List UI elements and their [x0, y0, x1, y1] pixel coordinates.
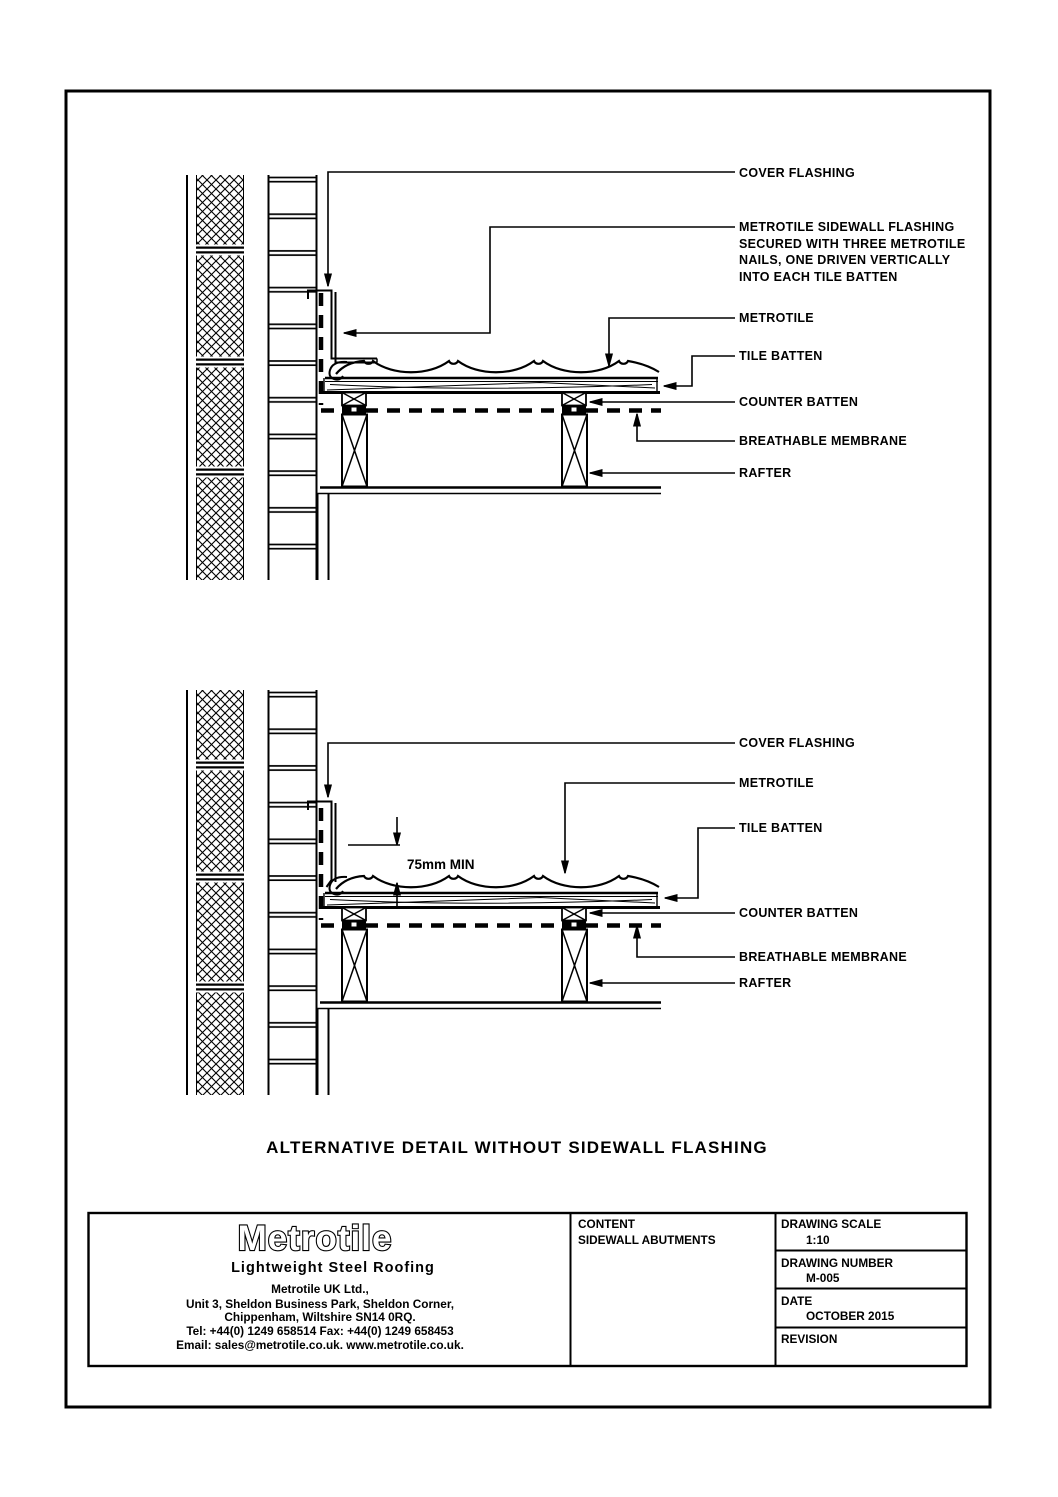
revision-label: REVISION: [781, 1332, 838, 1346]
scale-value: 1:10: [806, 1233, 830, 1247]
label-metrotile: METROTILE: [739, 311, 814, 325]
content-label: CONTENT: [578, 1217, 636, 1231]
phone-fax-line: Tel: +44(0) 1249 658514 Fax: +44(0) 1249 658453: [186, 1324, 454, 1338]
address-line: Metrotile UK Ltd.,: [271, 1282, 369, 1296]
label-breathable-membrane: BREATHABLE MEMBRANE: [739, 434, 907, 448]
leader-breathable-membrane: [637, 926, 735, 957]
detail-without-sidewall-flashing: [187, 690, 907, 1157]
company-tagline: Lightweight Steel Roofing: [231, 1260, 435, 1276]
number-cell: [781, 1256, 894, 1285]
drawing-number-label: DRAWING NUMBER: [781, 1256, 894, 1270]
date-cell: [781, 1294, 895, 1323]
address-line: Chippenham, Wiltshire SN14 0RQ.: [224, 1310, 416, 1324]
detail-with-sidewall-flashing: [187, 166, 965, 580]
metrotile-logo: Metrotile: [237, 1219, 393, 1258]
label-tile-batten: TILE BATTEN: [739, 821, 823, 835]
content-value: SIDEWALL ABUTMENTS: [578, 1233, 716, 1247]
date-value: OCTOBER 2015: [806, 1309, 895, 1323]
label-sidewall-flashing-4: INTO EACH TILE BATTEN: [739, 270, 898, 284]
leader-cover-flashing: [328, 743, 735, 797]
leader-lines-bottom: [328, 743, 735, 983]
company-panel: [176, 1219, 464, 1352]
leader-lines-top: [328, 172, 735, 473]
leader-cover-flashing: [328, 172, 735, 286]
label-metrotile: METROTILE: [739, 776, 814, 790]
label-sidewall-flashing-3: NAILS, ONE DRIVEN VERTICALLY: [739, 253, 951, 267]
label-sidewall-flashing-1: METROTILE SIDEWALL FLASHING: [739, 220, 955, 234]
scale-cell: [781, 1217, 881, 1247]
revision-cell: [781, 1332, 837, 1346]
label-cover-flashing: COVER FLASHING: [739, 736, 856, 750]
scale-label: DRAWING SCALE: [781, 1217, 882, 1231]
address-line: Unit 3, Sheldon Business Park, Sheldon Corner,: [185, 1297, 455, 1311]
label-breathable-membrane: BREATHABLE MEMBRANE: [739, 950, 907, 964]
label-tile-batten: TILE BATTEN: [739, 349, 823, 363]
leader-tile-batten: [664, 356, 735, 386]
dimension-75mm-text: 75mm MIN: [407, 857, 475, 872]
date-label: DATE: [781, 1294, 813, 1308]
content-cell: [578, 1217, 716, 1247]
label-counter-batten: COUNTER BATTEN: [739, 906, 859, 920]
label-sidewall-flashing-2: SECURED WITH THREE METROTILE: [739, 237, 966, 251]
dimension-75mm: [348, 817, 400, 908]
email-web-line: Email: sales@metrotile.co.uk. www.metrotile.co.uk.: [176, 1338, 464, 1352]
label-rafter: RAFTER: [739, 976, 792, 990]
label-counter-batten: COUNTER BATTEN: [739, 395, 859, 409]
title-block: [89, 1213, 967, 1366]
leader-sidewall-flashing: [344, 227, 735, 333]
cover-and-sidewall-flashing: [308, 291, 377, 363]
label-cover-flashing: COVER FLASHING: [739, 166, 856, 180]
detail-caption: ALTERNATIVE DETAIL WITHOUT SIDEWALL FLASHING: [266, 1138, 768, 1157]
leader-breathable-membrane: [637, 414, 735, 441]
leader-metrotile: [609, 318, 735, 366]
drawing-number-value: M-005: [806, 1271, 840, 1285]
leader-tile-batten: [665, 828, 735, 898]
label-rafter: RAFTER: [739, 466, 792, 480]
